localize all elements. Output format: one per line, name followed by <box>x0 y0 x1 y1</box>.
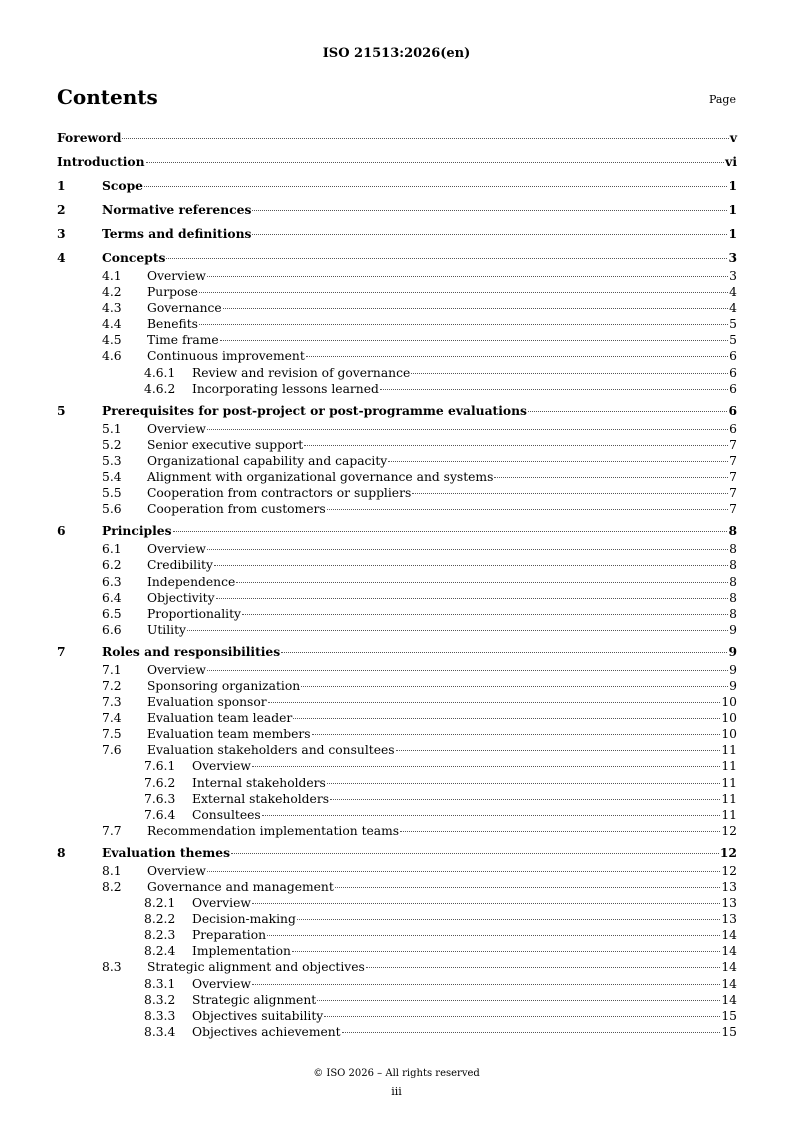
toc-entry[interactable] <box>57 726 737 742</box>
dot-leader <box>494 477 728 478</box>
toc-entry-page: 7 <box>729 437 737 452</box>
toc-entry-page: 12 <box>721 863 737 878</box>
toc-entry[interactable] <box>57 843 737 863</box>
toc-entry-number: 7.6 <box>102 743 122 758</box>
toc-entry[interactable] <box>57 574 737 590</box>
toc-entry-title: Cooperation from customers <box>147 502 326 517</box>
toc-entry[interactable] <box>57 927 737 943</box>
dot-leader <box>411 373 728 374</box>
dot-leader <box>207 670 728 671</box>
toc-entry-title: Normative references <box>102 202 252 217</box>
dot-leader <box>252 984 720 985</box>
dot-leader <box>396 750 721 751</box>
toc-entry-title: Evaluation themes <box>102 844 231 860</box>
toc-entry-page: 14 <box>721 976 737 991</box>
dot-leader <box>252 766 720 767</box>
toc-entry-title: Overview <box>147 863 206 878</box>
toc-entry[interactable] <box>57 128 737 148</box>
toc-entry-title: Review and revision of governance <box>192 365 411 380</box>
toc-entry-number: 5.4 <box>102 470 122 485</box>
toc-entry-page: 9 <box>729 662 737 677</box>
toc-entry-title: Alignment with organizational governance and systems <box>147 470 494 485</box>
dot-leader <box>293 718 720 719</box>
dot-leader <box>242 614 728 615</box>
toc-entry[interactable] <box>57 710 737 726</box>
toc-entry-number: 4.3 <box>102 301 122 316</box>
toc-entry[interactable] <box>57 316 737 332</box>
dot-leader <box>199 324 728 325</box>
toc-entry-page: 10 <box>721 695 737 710</box>
toc-entry-number: 8.2.4 <box>144 944 176 959</box>
toc-entry-number: 4.6.2 <box>144 381 176 396</box>
toc-entry-title: Prerequisites for post-project or post-programme evaluations <box>102 402 527 418</box>
toc-entry-number: 6.5 <box>102 606 122 621</box>
toc-entry[interactable] <box>57 176 737 196</box>
toc-entry-number: 4.1 <box>102 269 122 283</box>
toc-entry-title: Internal stakeholders <box>192 775 326 790</box>
toc-entry-page: 11 <box>721 759 737 774</box>
toc-entry-page: 10 <box>721 711 737 726</box>
toc-entry-page: 13 <box>721 896 737 911</box>
toc-entry[interactable] <box>57 622 737 638</box>
dot-leader <box>330 799 720 800</box>
toc-entry-page: 9 <box>729 678 737 693</box>
toc-entry[interactable] <box>57 348 737 364</box>
dot-leader <box>366 967 721 968</box>
dot-leader <box>528 411 727 412</box>
toc-entry-title: Independence <box>147 574 236 589</box>
toc-entry-title: Continuous improvement <box>147 349 305 364</box>
toc-entry-number: 7.6.1 <box>144 759 176 774</box>
toc-entry-title: Overview <box>192 976 251 991</box>
toc-entry-page: 8 <box>729 558 737 573</box>
toc-entry[interactable] <box>57 758 737 774</box>
toc-entry-number: 6.3 <box>102 574 122 589</box>
toc-entry-page: 10 <box>721 727 737 742</box>
toc-entry-page: 7 <box>729 453 737 468</box>
toc-entry-number: 5.3 <box>102 453 122 468</box>
dot-leader <box>144 186 727 187</box>
toc-entry[interactable] <box>57 453 737 469</box>
toc-entry-number: 7.6.4 <box>144 807 176 822</box>
page-number: iii <box>391 1085 402 1098</box>
toc-entry[interactable] <box>57 662 737 678</box>
toc-entry[interactable] <box>57 200 737 220</box>
toc-entry-title: Overview <box>147 662 206 677</box>
toc-entry-title: Overview <box>192 896 251 911</box>
toc-entry-title: Roles and responsibilities <box>102 643 281 659</box>
toc-entry-title: Credibility <box>147 558 213 573</box>
toc-entry-number: 7.6.3 <box>144 791 176 806</box>
toc-entry-title: Recommendation implementation teams <box>147 823 400 838</box>
toc-entry[interactable] <box>57 381 737 397</box>
toc-entry-page: 6 <box>729 349 737 364</box>
dot-leader <box>335 887 721 888</box>
dot-leader <box>388 461 728 462</box>
dot-leader <box>380 389 728 390</box>
toc-entry[interactable] <box>57 742 737 758</box>
dot-leader <box>199 292 728 293</box>
document-id-header: ISO 21513:2026(en) <box>322 46 471 61</box>
page-column-label: Page <box>708 93 736 106</box>
toc-entry-page: 11 <box>721 775 737 790</box>
toc-entry-number: 7.7 <box>102 823 122 838</box>
toc-entry-title: Governance and management <box>147 880 334 894</box>
toc-entry-page: 15 <box>721 1008 737 1023</box>
toc-entry-number: 8.3.3 <box>144 1008 176 1023</box>
toc-entry[interactable] <box>57 469 737 485</box>
toc-entry-number: 5.2 <box>102 437 122 452</box>
toc-entry[interactable] <box>57 911 737 927</box>
toc-entry-number: 7.1 <box>102 662 122 677</box>
toc-entry-title: Evaluation stakeholders and consultees <box>147 743 395 758</box>
toc-entry-number: 8 <box>57 844 66 860</box>
dot-leader <box>306 356 728 357</box>
dot-leader <box>301 686 728 687</box>
toc-entry-page: 12 <box>719 844 737 860</box>
toc-entry-number: 5.5 <box>102 486 122 501</box>
toc-entry-title: Implementation <box>192 944 291 959</box>
toc-entry-title: Scope <box>102 178 143 193</box>
toc-entry-number: 5 <box>57 402 66 418</box>
dot-leader <box>262 815 721 816</box>
dot-leader <box>220 340 728 341</box>
toc-entry-page: 9 <box>729 622 737 637</box>
contents-title: Contents <box>57 85 158 109</box>
toc-entry-title: Time frame <box>147 333 219 348</box>
toc-entry-title: Concepts <box>102 250 166 265</box>
dot-leader <box>297 919 720 920</box>
toc-entry-title: Objectives achievement <box>192 1024 341 1039</box>
dot-leader <box>166 258 727 259</box>
toc-entry-title: Utility <box>147 622 186 637</box>
toc-entry-title: Strategic alignment and objectives <box>147 960 365 975</box>
toc-entry-title: Evaluation team members <box>147 727 311 742</box>
toc-entry-page: 14 <box>721 992 737 1007</box>
toc-entry[interactable] <box>57 268 737 284</box>
dot-leader <box>223 308 729 309</box>
toc-entry-title: Purpose <box>147 285 198 300</box>
toc-entry-page: 11 <box>721 807 737 822</box>
toc-entry-number: 7.3 <box>102 695 122 710</box>
toc-entry[interactable] <box>57 694 737 710</box>
toc-entry[interactable] <box>57 224 737 244</box>
dot-leader <box>231 853 719 854</box>
dot-leader <box>267 935 720 936</box>
toc-entry[interactable] <box>57 152 737 172</box>
toc-entry-page: 8 <box>729 542 737 557</box>
toc-entry-number: 8.3 <box>102 960 122 975</box>
toc-entry[interactable] <box>57 606 737 622</box>
toc-entry[interactable] <box>57 485 737 501</box>
dot-leader <box>324 1016 720 1017</box>
toc-entry-page: 8 <box>729 574 737 589</box>
toc-entry-number: 7.6.2 <box>144 775 176 790</box>
toc-entry-number: 8.2.2 <box>144 912 176 927</box>
toc-entry-number: 6 <box>57 523 66 539</box>
dot-leader <box>312 734 721 735</box>
toc-entry[interactable] <box>57 879 737 895</box>
dot-leader <box>216 598 729 599</box>
toc-entry[interactable] <box>57 541 737 557</box>
toc-entry-page: vi <box>725 154 737 169</box>
toc-entry[interactable] <box>57 678 737 694</box>
dot-leader <box>252 210 727 211</box>
toc-entry-title: Introduction <box>57 154 145 169</box>
toc-entry-number: 6.2 <box>102 558 122 573</box>
dot-leader <box>236 582 728 583</box>
toc-entry-page: 6 <box>729 421 737 436</box>
toc-entry[interactable] <box>57 992 737 1008</box>
toc-entry-page: 1 <box>728 226 737 241</box>
dot-leader <box>281 652 727 653</box>
toc-entry-page: 13 <box>721 880 737 894</box>
toc-entry-page: 4 <box>729 301 737 316</box>
toc-entry[interactable] <box>57 791 737 807</box>
toc-entry-number: 1 <box>57 178 66 193</box>
toc-entry-title: Cooperation from contractors or suppliers <box>147 486 412 501</box>
toc-entry-number: 4.6 <box>102 349 122 364</box>
toc-entry-number: 8.2.3 <box>144 928 176 943</box>
toc-entry[interactable] <box>57 557 737 573</box>
toc-entry-title: Consultees <box>192 807 261 822</box>
toc-entry[interactable] <box>57 1008 737 1024</box>
toc-entry-page: 8 <box>729 590 737 605</box>
toc-entry-page: 8 <box>729 606 737 621</box>
toc-entry[interactable] <box>57 248 737 268</box>
toc-entry-page: 6 <box>729 365 737 380</box>
toc-entry-title: Terms and definitions <box>102 226 252 241</box>
toc-entry-page: 9 <box>728 643 737 659</box>
toc-entry[interactable] <box>57 501 737 517</box>
toc-entry-number: 8.1 <box>102 863 122 878</box>
toc-entry-title: Overview <box>147 269 206 283</box>
toc-entry-page: 6 <box>729 381 737 396</box>
toc-entry[interactable] <box>57 284 737 300</box>
toc-entry[interactable] <box>57 943 737 959</box>
dot-leader <box>207 429 728 430</box>
toc-entry-number: 7 <box>57 643 66 659</box>
toc-entry-number: 7.2 <box>102 678 122 693</box>
toc-entry-page: 7 <box>729 470 737 485</box>
toc-entry-number: 4.5 <box>102 333 122 348</box>
toc-entry-title: Objectives suitability <box>192 1008 324 1023</box>
toc-entry-title: Preparation <box>192 928 267 943</box>
dot-leader <box>207 871 720 872</box>
toc-entry-page: 6 <box>728 402 737 418</box>
toc-entry-title: Overview <box>147 542 206 557</box>
toc-entry[interactable] <box>57 437 737 453</box>
toc-entry-title: Foreword <box>57 130 122 145</box>
toc-entry-number: 8.3.4 <box>144 1024 176 1039</box>
toc-entry[interactable] <box>57 365 737 381</box>
toc-entry-title: External stakeholders <box>192 791 330 806</box>
toc-entry-page: 7 <box>729 486 737 501</box>
toc-entry-title: Sponsoring organization <box>147 678 301 693</box>
dot-leader <box>327 783 720 784</box>
copyright-footer: © ISO 2026 – All rights reserved <box>313 1068 480 1079</box>
toc-entry-title: Organizational capability and capacity <box>147 453 388 468</box>
table-of-contents <box>57 128 737 1040</box>
toc-entry[interactable] <box>57 401 737 421</box>
toc-entry-page: 13 <box>721 912 737 927</box>
toc-entry-page: 15 <box>721 1024 737 1039</box>
toc-entry-number: 7.4 <box>102 711 122 726</box>
toc-entry-title: Overview <box>192 759 251 774</box>
toc-entry-number: 8.2.1 <box>144 896 176 911</box>
toc-entry-number: 4.4 <box>102 317 122 332</box>
toc-entry-number: 7.5 <box>102 727 122 742</box>
toc-entry-title: Overview <box>147 421 206 436</box>
toc-entry-number: 2 <box>57 202 66 217</box>
dot-leader <box>292 951 720 952</box>
dot-leader <box>146 162 725 163</box>
toc-entry[interactable] <box>57 959 737 975</box>
toc-entry-page: 3 <box>729 269 737 283</box>
toc-entry-number: 4 <box>57 250 66 265</box>
toc-entry-title: Strategic alignment <box>192 992 317 1007</box>
toc-entry-number: 8.3.1 <box>144 976 176 991</box>
toc-entry-page: 14 <box>721 960 737 975</box>
toc-entry[interactable] <box>57 823 737 839</box>
toc-entry-title: Decision-making <box>192 912 296 927</box>
toc-entry[interactable] <box>57 775 737 791</box>
toc-entry-page: 1 <box>728 178 737 193</box>
toc-entry-title: Evaluation sponsor <box>147 695 267 710</box>
toc-entry[interactable] <box>57 521 737 541</box>
toc-entry[interactable] <box>57 863 737 879</box>
toc-entry-title: Benefits <box>147 317 198 332</box>
toc-entry[interactable] <box>57 895 737 911</box>
toc-entry-title: Governance <box>147 301 222 316</box>
toc-entry-number: 6.1 <box>102 542 122 557</box>
dot-leader <box>173 531 728 532</box>
toc-entry-page: 12 <box>721 823 737 838</box>
toc-entry[interactable] <box>57 1024 737 1040</box>
dot-leader <box>268 702 721 703</box>
toc-entry-page: 4 <box>729 285 737 300</box>
toc-entry-page: 3 <box>728 250 737 265</box>
dot-leader <box>187 630 728 631</box>
dot-leader <box>412 493 728 494</box>
toc-entry-page: 5 <box>729 317 737 332</box>
toc-entry-number: 5.6 <box>102 502 122 517</box>
dot-leader <box>214 565 728 566</box>
dot-leader <box>252 903 720 904</box>
toc-entry-title: Incorporating lessons learned <box>192 381 379 396</box>
toc-entry-number: 6.6 <box>102 622 122 637</box>
toc-entry-title: Principles <box>102 523 172 539</box>
toc-entry-page: 8 <box>728 523 737 539</box>
toc-entry-page: 5 <box>729 333 737 348</box>
toc-entry-title: Senior executive support <box>147 437 304 452</box>
toc-entry[interactable] <box>57 590 737 606</box>
toc-entry-number: 8.3.2 <box>144 992 176 1007</box>
toc-entry-page: 14 <box>721 944 737 959</box>
toc-entry[interactable] <box>57 642 737 662</box>
toc-entry[interactable] <box>57 421 737 437</box>
toc-entry-title: Proportionality <box>147 606 241 621</box>
toc-entry-number: 5.1 <box>102 421 122 436</box>
toc-entry-page: v <box>729 130 737 145</box>
dot-leader <box>304 445 728 446</box>
dot-leader <box>252 234 727 235</box>
dot-leader <box>342 1032 721 1033</box>
toc-entry[interactable] <box>57 807 737 823</box>
toc-entry-number: 8.2 <box>102 880 122 894</box>
toc-entry-number: 6.4 <box>102 590 122 605</box>
toc-entry-number: 4.6.1 <box>144 365 176 380</box>
toc-entry[interactable] <box>57 300 737 316</box>
toc-entry-page: 11 <box>721 791 737 806</box>
dot-leader <box>327 509 729 510</box>
dot-leader <box>122 138 728 139</box>
dot-leader <box>317 1000 720 1001</box>
toc-entry-number: 4.2 <box>102 285 122 300</box>
toc-entry-number: 3 <box>57 226 66 241</box>
toc-entry-title: Evaluation team leader <box>147 711 293 726</box>
toc-entry-page: 14 <box>721 928 737 943</box>
toc-entry-title: Objectivity <box>147 590 215 605</box>
dot-leader <box>400 831 720 832</box>
toc-entry-page: 1 <box>728 202 737 217</box>
toc-entry-page: 11 <box>721 743 737 758</box>
toc-entry[interactable] <box>57 332 737 348</box>
toc-entry[interactable] <box>57 976 737 992</box>
dot-leader <box>207 276 728 277</box>
toc-entry-page: 7 <box>729 502 737 517</box>
dot-leader <box>207 549 728 550</box>
